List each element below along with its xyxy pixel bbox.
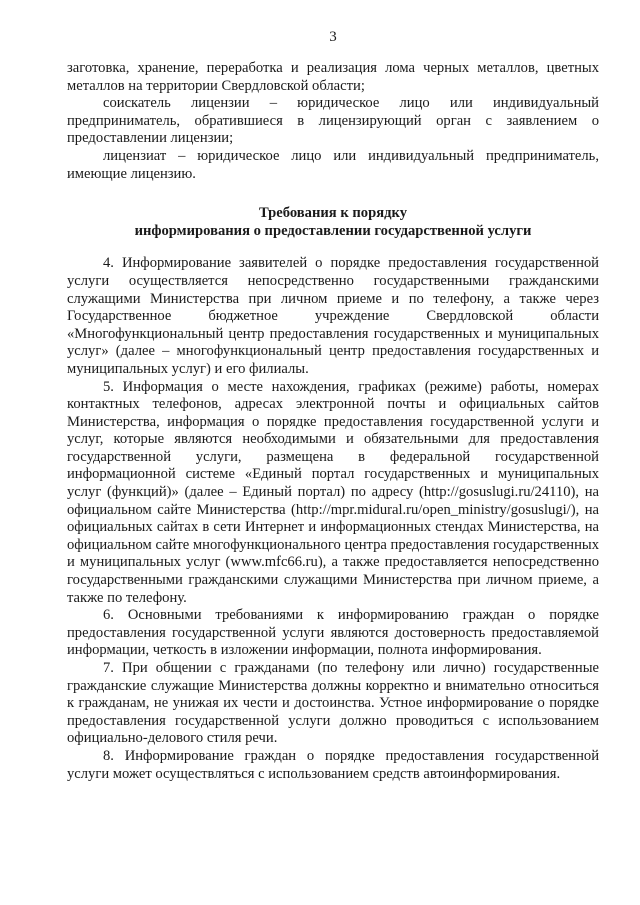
paragraph-6: 6. Основными требованиями к информированию граждан о порядке предоставления государственной услуги являются достоверность предоставляемой информации, четкость в изложении информации, полнота информирования. xyxy=(67,607,599,659)
section-heading-line-1: Требования к порядку xyxy=(258,205,407,222)
definition-applicant: соискатель лицензии – юридическое лицо или индивидуальный предприниматель, обратившиеся в лицензирующий орган с заявлением о предоставлении лицензии; xyxy=(67,95,599,147)
page-number: 3 xyxy=(329,29,337,45)
paragraph-7: 7. При общении с гражданами (по телефону или лично) государственные гражданские служащие Министерства должны корректно и внимательно относиться к гражданам, не унижая их чести и достоинства. Устное информирование о порядке предоставления государственной услуги должно проводиться с использованием официально-делового стиля речи. xyxy=(67,660,599,747)
document-page xyxy=(67,28,599,783)
definition-continuation: заготовка, хранение, переработка и реализация лома черных металлов, цветных металлов на территории Свердловской области; xyxy=(67,60,599,94)
definition-licensee: лицензиат – юридическое лицо или индивидуальный предприниматель, имеющие лицензию. xyxy=(67,147,599,182)
section-heading-line-2: информирования о предоставлении государственной услуги xyxy=(134,222,532,239)
paragraph-5: 5. Информация о месте нахождения, графиках (режиме) работы, номерах контактных телефонов, адресах электронной почты и официальных сайтов Министерства, информация о порядке предоставления государственной услуги и услуг, которые являются необходимыми и обязательными для предоставления государственной услуги, размещена в федеральной государственной информационной системе «Единый портал государственных и муниципальных услуг (функций)» (далее – Единый портал) по адресу (http://gosuslugi.ru/24110), на официальном сайте Министерства (http://mpr.midural.ru/open_ministry/gosuslugi/), на официальных сайтах в сети Интернет и информационных стендах Министерства, на официальном сайте многофункционального центра предоставления государственных и муниципальных услуг (www.mfc66.ru), а также предоставляется непосредственно государственными гражданскими служащими Министерства при личном приеме, а также по телефону. xyxy=(67,378,599,606)
paragraph-4: 4. Информирование заявителей о порядке предоставления государственной услуги осуществляется непосредственно государственными гражданскими служащими Министерства при личном приеме и по телефону, а также через Государственное бюджетное учреждение Свердловской области «Многофункциональный центр предоставления государственных и муниципальных услуг» (далее – многофункциональный центр предоставления государственных и муниципальных услуг) и его филиалы. xyxy=(67,255,599,377)
section-heading xyxy=(67,205,599,240)
paragraph-8: 8. Информирование граждан о порядке предоставления государственной услуги может осуществляться с использованием средств автоинформирования. xyxy=(67,747,599,782)
